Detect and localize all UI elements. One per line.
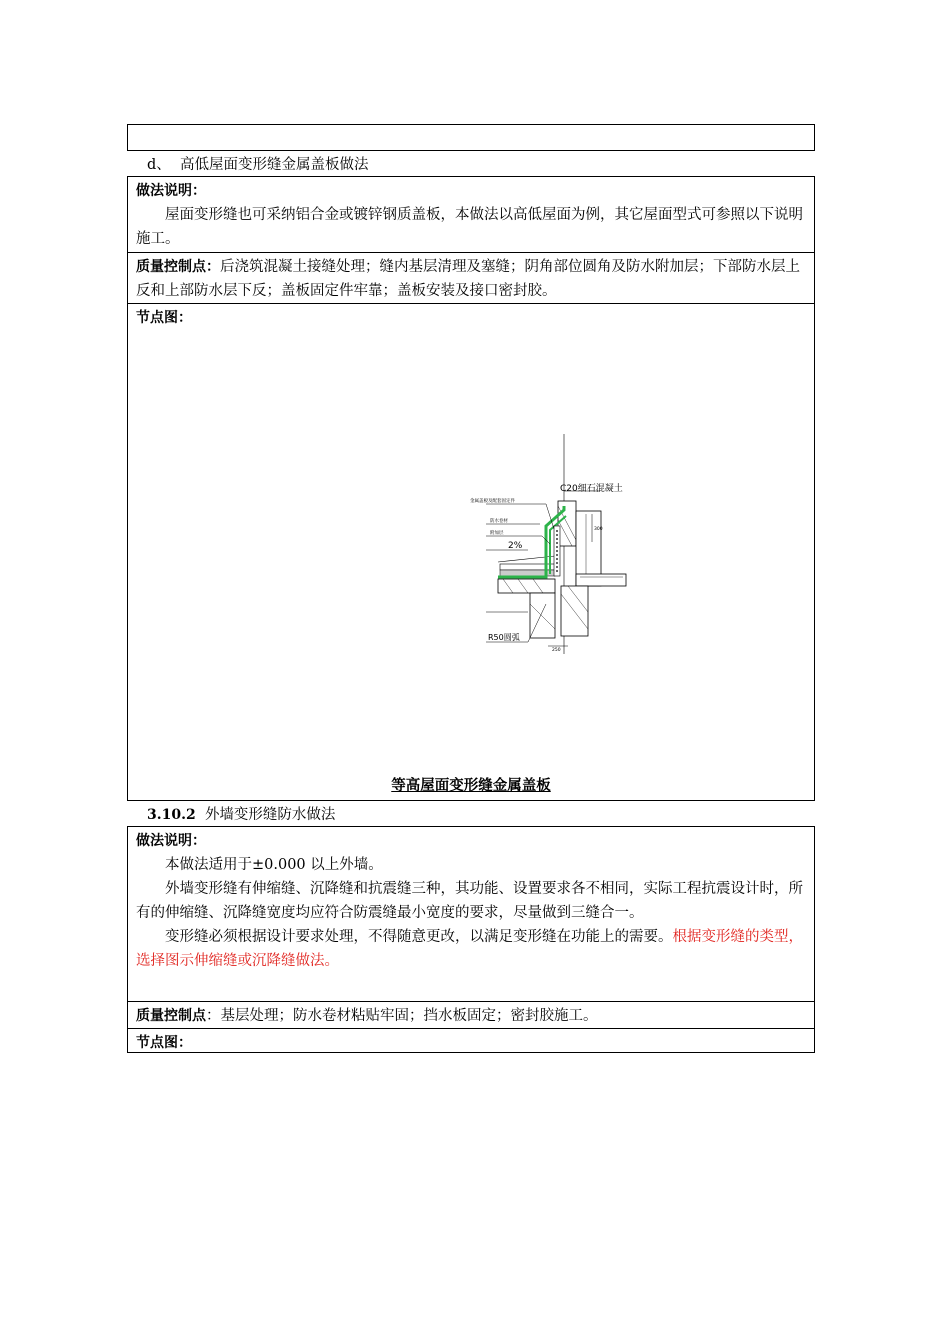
method-para-3-highlight: 根据变形缝的类型，选择图示伸缩缝或沉降缝做法。 — [136, 929, 803, 969]
diagram-label-r50: R50圆弧 — [488, 633, 520, 642]
method-para-3-text: 变形缝必须根据设计要求处理，不得随意更改，以满足变形缝在功能上的需要。 — [165, 929, 673, 945]
diagram-label-dim-250: 250 — [552, 648, 561, 653]
empty-table-cell — [127, 124, 815, 151]
method-row — [128, 177, 814, 253]
quality-row — [128, 1002, 814, 1029]
quality-text: ：基层处理；防水卷材粘贴牢固；挡水板固定；密封胶施工。 — [206, 1008, 598, 1024]
section-title: 外墙变形缝防水做法 — [204, 807, 336, 823]
section-3-10-2-table — [127, 826, 815, 1053]
section-d-heading — [147, 155, 369, 175]
diagram-label-top: C20细石混凝土 — [560, 484, 623, 494]
method-para-1: 本做法适用于±0.000 以上外墙。 — [165, 857, 383, 873]
node-row — [128, 304, 814, 800]
section-marker: d、 — [147, 157, 171, 173]
quality-label: 质量控制点： — [136, 259, 220, 275]
node-label: 节点图： — [136, 1035, 192, 1051]
diagram-label-dim-300: 300 — [594, 527, 603, 532]
diagram-label-cover-plate: 金属盖板及配套固定件 — [470, 499, 515, 504]
section-d-table — [127, 176, 815, 801]
node-label: 节点图： — [136, 310, 192, 326]
joint-node-diagram — [468, 434, 628, 654]
quality-label: 质量控制点 — [136, 1008, 206, 1024]
quality-text: 后浇筑混凝土接缝处理；缝内基层清理及塞缝；阴角部位圆角及防水附加层；下部防水层上反和上部防水层下反；盖板固定件牢靠；盖板安装及接口密封胶。 — [136, 259, 800, 299]
section-title: 高低屋面变形缝金属盖板做法 — [180, 157, 369, 173]
section-number: 3.10.2 — [147, 807, 196, 823]
section-3-10-2-heading — [147, 805, 335, 825]
method-label: 做法说明： — [136, 183, 206, 199]
method-para-3 — [136, 925, 806, 973]
node-row — [128, 1029, 814, 1052]
method-para-2: 外墙变形缝有伸缩缝、沉降缝和抗震缝三种，其功能、设置要求各不相同，实际工程抗震设计时，所有的伸缩缝、沉降缝宽度均应符合防震缝最小宽度的要求，尽量做到三缝合一。 — [136, 881, 803, 921]
diagram-label-additional-layer: 附加层 — [490, 531, 504, 536]
method-label: 做法说明： — [136, 833, 206, 849]
diagram-label-membrane: 防水卷材 — [490, 519, 508, 524]
diagram-caption: 等高屋面变形缝金属盖板 — [391, 778, 551, 794]
method-text: 屋面变形缝也可采纳铝合金或镀锌钢质盖板，本做法以高低屋面为例，其它屋面型式可参照以下说明施工。 — [136, 207, 803, 247]
method-row — [128, 827, 814, 1002]
diagram-label-slope: 2% — [508, 541, 523, 551]
quality-row — [128, 253, 814, 304]
